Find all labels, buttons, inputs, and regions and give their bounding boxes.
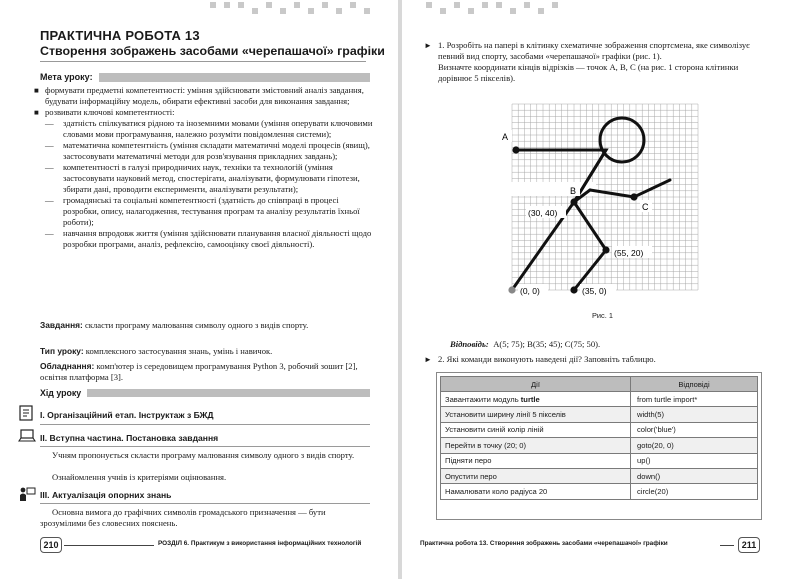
- label-35-0: (35, 0): [582, 286, 607, 296]
- footer-text: Практична робота 13. Створення зображень засобами «черепашачої» графіки: [420, 540, 668, 547]
- action-cell: Завантажити модуль turtle: [441, 392, 631, 407]
- point-55-20: [602, 246, 609, 253]
- answer-cell: up(): [631, 453, 758, 468]
- goal-subitem: — громадянські та соціальні компетентності (здатність до співпраці в процесі розробки, опису, налагодження, тестування програм та аналізу результатів їхньої роботи);: [45, 195, 360, 227]
- head-circle: [600, 118, 644, 162]
- grid-lines: [512, 104, 698, 290]
- page-number: 211: [738, 537, 760, 553]
- table-row: [441, 422, 758, 437]
- pixel-decoration: [210, 0, 370, 16]
- commands-table: [440, 376, 758, 500]
- point-b: [570, 198, 577, 205]
- teacher-board-icon: [18, 486, 36, 502]
- stage-divider: [40, 446, 370, 447]
- stage-divider: [40, 424, 370, 425]
- lesson-type: Тип уроку: комплексного застосування знань, умінь і навичок.: [40, 346, 273, 356]
- goal-item: ■ розвивати ключові компетентності:: [34, 107, 175, 117]
- table-row: [441, 392, 758, 407]
- answer-line: Відповідь: A(5; 75); B(35; 45); C(75; 50).: [450, 339, 601, 349]
- task-2: ► 2. Які команди виконують наведені дії? Заповніть таблицю.: [424, 354, 656, 364]
- right-page: [402, 0, 800, 579]
- table-row: [441, 468, 758, 483]
- answer-cell: width(5): [631, 407, 758, 422]
- answer-cell: down(): [631, 468, 758, 483]
- answer-cell: goto(20, 0): [631, 438, 758, 453]
- square-bullet-icon: ■: [34, 108, 39, 117]
- goal-subitem: — навчання впродовж життя (уміння здійснювати планування власної діяльності щодо розробки програми, аналіз, рефлексію, самооцінку своєї діяльності).: [45, 228, 372, 249]
- page-number: 210: [40, 537, 62, 553]
- footer-line: [64, 545, 154, 546]
- point-0-0: [508, 286, 515, 293]
- course-heading: Хід уроку: [40, 388, 370, 398]
- page-footer: [402, 537, 800, 553]
- lesson-task: Завдання: скласти програму малювання символу одного з видів спорту.: [40, 320, 309, 330]
- intro-paragraph: Учням пропонується скласти програму малювання символу одного з видів спорту.: [52, 450, 355, 460]
- point-c: [630, 193, 637, 200]
- footer-line: [720, 545, 734, 546]
- goal-subitem: — компетентності в галузі природничих наук, техніки та технологій (уміння застосовувати науковий метод, спостерігати, аналізувати, формулювати гіпотези, збирати дані, проводити експерименти, аналізувати результати);: [45, 162, 360, 194]
- table-row: [441, 453, 758, 468]
- label-55-20: (55, 20): [614, 248, 644, 258]
- pixel-decoration: [426, 0, 586, 16]
- forearm-right: [634, 180, 670, 197]
- stage-1: I. Організаційний етап. Інструктаж з БЖД: [40, 410, 214, 420]
- triangle-bullet-icon: ►: [424, 41, 432, 50]
- column-header-actions: Дії: [441, 377, 631, 392]
- page-subtitle: Створення зображень засобами «черепашачої» графіки: [40, 44, 385, 58]
- footer-text: РОЗДІЛ 6. Практикум з використання інформаційних технологій: [158, 540, 362, 547]
- action-cell: Перейти в точку (20; 0): [441, 438, 631, 453]
- laptop-icon: [18, 428, 36, 444]
- goal-subitem: — здатність спілкуватися рідною та іноземними мовами (уміння оперувати ключовими словами мови програмування, належно розуміти повідомлення системи);: [45, 118, 373, 139]
- answer-cell: from turtle import*: [631, 392, 758, 407]
- point-35-0: [570, 286, 577, 293]
- stage-3: III. Актуалізація опорних знань: [40, 490, 172, 500]
- goal-subitem: — математична компетентність (уміння складати математичні моделі процесів (явищ), застосовувати математичні методи для розв'язування прикладних завдань);: [45, 140, 370, 161]
- square-bullet-icon: ■: [34, 86, 39, 95]
- left-page: [0, 0, 398, 579]
- action-cell: Намалювати коло радіуса 20: [441, 484, 631, 499]
- point-a: [512, 146, 519, 153]
- page-title: ПРАКТИЧНА РОБОТА 13: [40, 28, 200, 43]
- table-row: [441, 484, 758, 499]
- goal-heading: Мета уроку:: [40, 72, 370, 82]
- table-row: [441, 407, 758, 422]
- stage-divider: [40, 503, 370, 504]
- label-0-0: (0, 0): [520, 286, 540, 296]
- sport-figure: [486, 102, 716, 302]
- figure-caption: Рис. 1: [592, 311, 613, 320]
- answer-cell: color('blue'): [631, 422, 758, 437]
- table-header-row: [441, 377, 758, 392]
- stage-2: II. Вступна частина. Постановка завдання: [40, 433, 219, 443]
- intro-paragraph: Ознайомлення учнів із критеріями оцінювання.: [52, 472, 227, 482]
- table-row: [441, 438, 758, 453]
- checklist-icon: [18, 405, 36, 421]
- label-c: C: [642, 202, 649, 212]
- task-1: ► 1. Розробіть на папері в клітинку схематичне зображення спортсмена, яке символізує певний вид спорту, засобами «черепашачої» графіки (рис. 1). Визначте координати кінців відрізків — точок A, B, C (на рис. 1 сторона клітинки дорівнює 5 пікселів).: [424, 40, 750, 83]
- label-30-40: (30, 40): [528, 208, 558, 218]
- page-footer: [0, 537, 398, 553]
- goal-list: [34, 85, 374, 250]
- goal-item: ■ формувати предметні компетентності: уміння здійснювати змістовний аналіз завдання, будувати інформаційну модель, обирати ефективні засоби для виконання завдання;: [34, 85, 364, 106]
- column-header-answers: Відповіді: [631, 377, 758, 392]
- action-cell: Установити синій колір ліній: [441, 422, 631, 437]
- actualization-paragraph: Основна вимога до графічних символів громадського призначення — бути зрозумілими без словесних пояснень.: [40, 507, 326, 528]
- lesson-equipment: Обладнання: комп'ютер із середовищем програмування Python 3, робочий зошит [2], освітня платформа [3].: [40, 361, 358, 382]
- answer-cell: circle(20): [631, 484, 758, 499]
- title-divider: [40, 61, 366, 62]
- action-cell: Опустити перо: [441, 468, 631, 483]
- action-cell: Установити ширину лінії 5 пікселів: [441, 407, 631, 422]
- label-b: B: [570, 186, 577, 196]
- label-a: A: [502, 132, 509, 142]
- action-cell: Підняти перо: [441, 453, 631, 468]
- triangle-bullet-icon: ►: [424, 355, 432, 364]
